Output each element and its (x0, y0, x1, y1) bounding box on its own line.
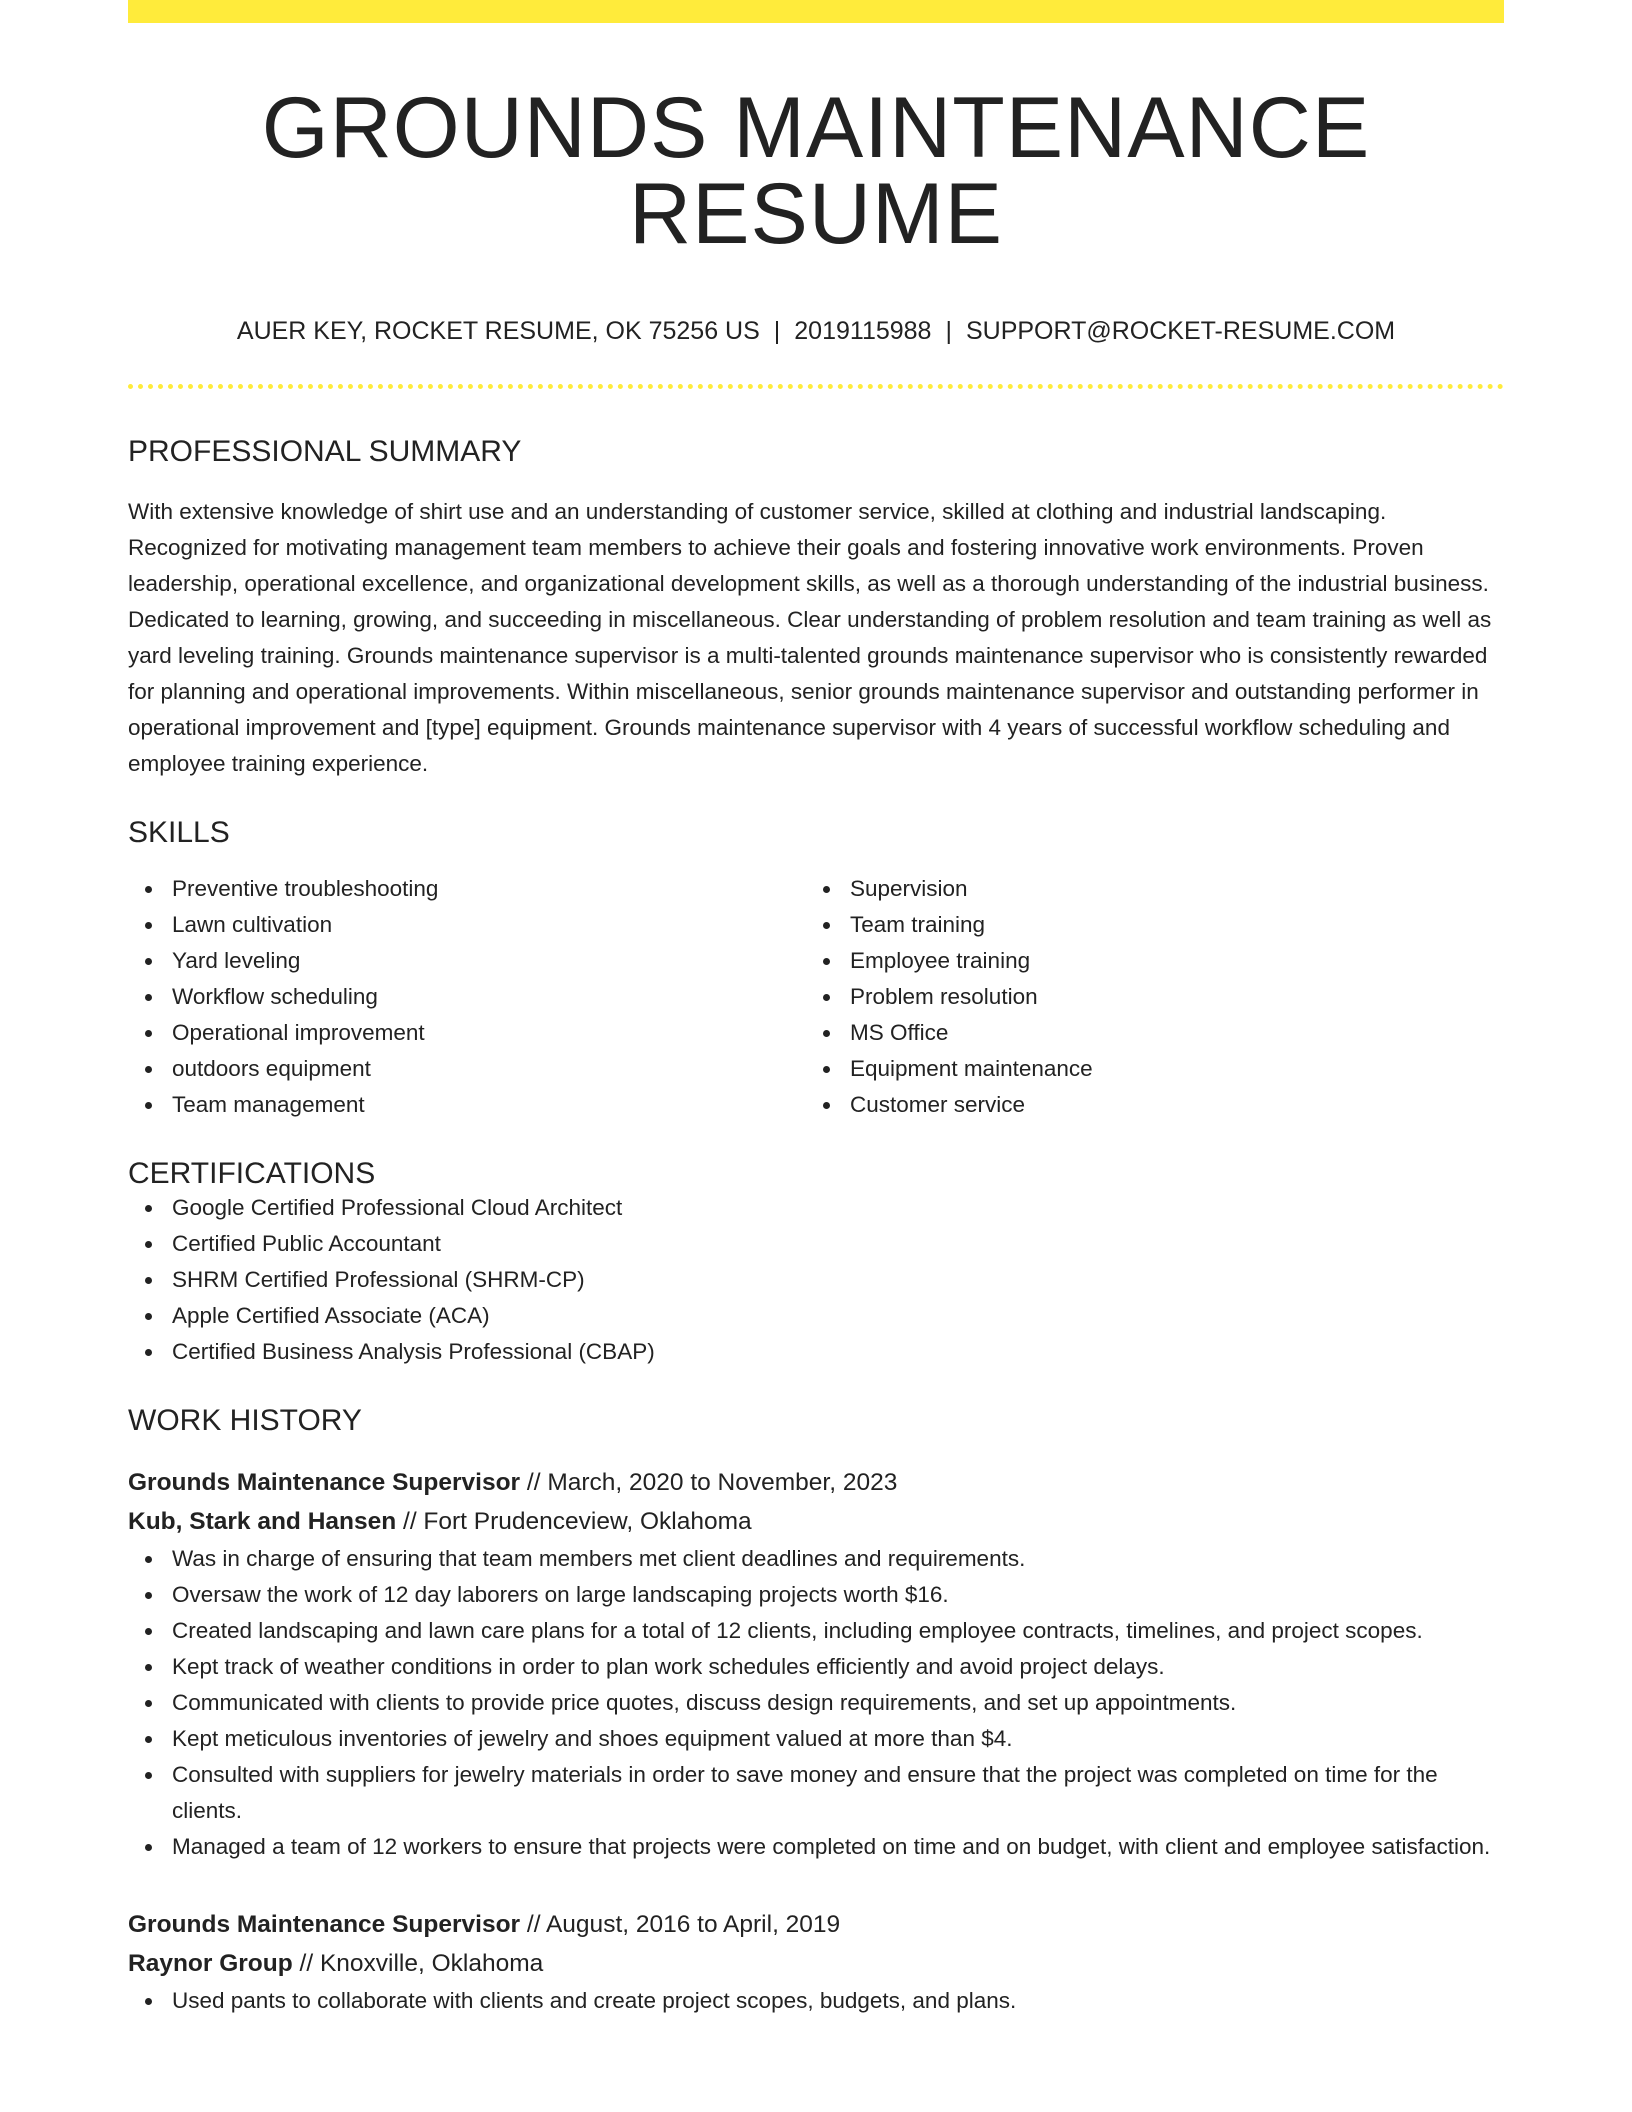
job-company: Raynor Group (128, 1950, 293, 1977)
job-entry (128, 1463, 1504, 1865)
dotted-divider (128, 384, 1504, 389)
skill-item: Equipment maintenance (806, 1051, 1484, 1087)
certifications-list (128, 1190, 1504, 1370)
contact-line (128, 319, 1504, 344)
skills-columns (128, 871, 1504, 1123)
skill-item: Operational improvement (128, 1015, 806, 1051)
resume-page (128, 0, 1504, 2019)
skill-item: Team training (806, 907, 1484, 943)
job-dates: // August, 2016 to April, 2019 (520, 1911, 841, 1938)
skill-item: Yard leveling (128, 943, 806, 979)
job-duty-item: Created landscaping and lawn care plans for a total of 12 clients, including employee contracts, timelines, and project scopes. (128, 1613, 1504, 1649)
job-duty-item: Was in charge of ensuring that team members met client deadlines and requirements. (128, 1541, 1504, 1577)
summary-heading: PROFESSIONAL SUMMARY (128, 435, 522, 468)
skills-right-column (806, 871, 1484, 1123)
job-duties-list (128, 1983, 1504, 2019)
job-entry (128, 1905, 1504, 2019)
certification-item: Apple Certified Associate (ACA) (128, 1298, 1504, 1334)
skill-item: Team management (128, 1087, 806, 1123)
summary-text: With extensive knowledge of shirt use and an understanding of customer service, skilled at clothing and industrial landscaping. Recognized for motivating management team members to achieve their goals and fostering innovative work environments. Proven leadership, operational excellence, and organizational development skills, as well as a thorough understanding of the industrial business. Dedicated to learning, growing, and succeeding in miscellaneous. Clear understanding of problem resolution and team training as well as yard leveling training. Grounds maintenance supervisor is a multi-talented grounds maintenance supervisor who is consistently rewarded for planning and operational improvements. Within miscellaneous, senior grounds maintenance supervisor and outstanding performer in operational improvement and [type] equipment. Grounds maintenance supervisor with 4 years of successful workflow scheduling and employee training experience. (128, 499, 1492, 776)
job-company-line (128, 1944, 1504, 1983)
skills-right-list (806, 871, 1484, 1123)
job-duty-item: Communicated with clients to provide price quotes, discuss design requirements, and set up appointments. (128, 1685, 1504, 1721)
job-duty-item: Managed a team of 12 workers to ensure that projects were completed on time and on budget, with client and employee satisfaction. (128, 1829, 1504, 1865)
certification-item: SHRM Certified Professional (SHRM-CP) (128, 1262, 1504, 1298)
skill-item: Preventive troubleshooting (128, 871, 806, 907)
certification-item: Google Certified Professional Cloud Architect (128, 1190, 1504, 1226)
skill-item: Customer service (806, 1087, 1484, 1123)
job-location: // Fort Prudenceview, Oklahoma (396, 1508, 752, 1535)
skill-item: outdoors equipment (128, 1051, 806, 1087)
contact-address: AUER KEY, ROCKET RESUME, OK 75256 US (236, 317, 760, 345)
skill-item: Problem resolution (806, 979, 1484, 1015)
contact-separator: | (773, 317, 781, 345)
work-history-heading: WORK HISTORY (128, 1404, 362, 1437)
contact-phone: 2019115988 (794, 317, 932, 345)
skill-item: Supervision (806, 871, 1484, 907)
skill-item: MS Office (806, 1015, 1484, 1051)
job-title-line (128, 1905, 1504, 1944)
job-duty-item: Oversaw the work of 12 day laborers on large landscaping projects worth $16. (128, 1577, 1504, 1613)
job-duties-list (128, 1541, 1504, 1865)
skill-item: Workflow scheduling (128, 979, 806, 1015)
contact-separator: | (945, 317, 952, 345)
skill-item: Lawn cultivation (128, 907, 806, 943)
job-duty-item: Kept meticulous inventories of jewelry and shoes equipment valued at more than $4. (128, 1721, 1504, 1757)
skills-left-column (128, 871, 806, 1123)
skill-item: Employee training (806, 943, 1484, 979)
top-accent-bar (128, 0, 1504, 23)
job-location: // Knoxville, Oklahoma (292, 1950, 544, 1977)
contact-email: SUPPORT@ROCKET-RESUME.COM (965, 317, 1396, 345)
skills-heading: SKILLS (128, 816, 230, 849)
job-dates: // March, 2020 to November, 2023 (520, 1469, 898, 1496)
certifications-heading: CERTIFICATIONS (128, 1157, 376, 1190)
work-history-list (128, 1463, 1504, 2019)
skills-left-list (128, 871, 806, 1123)
job-title: Grounds Maintenance Supervisor (128, 1911, 521, 1938)
job-company-line (128, 1502, 1504, 1541)
job-duty-item: Used pants to collaborate with clients and create project scopes, budgets, and plans. (128, 1983, 1504, 2019)
job-duty-item: Kept track of weather conditions in order to plan work schedules efficiently and avoid project delays. (128, 1649, 1504, 1685)
job-title-line (128, 1463, 1504, 1502)
resume-title: GROUNDS MAINTENANCE RESUME (261, 80, 1371, 262)
job-company: Kub, Stark and Hansen (128, 1508, 397, 1535)
certification-item: Certified Business Analysis Professional (CBAP) (128, 1334, 1504, 1370)
job-duty-item: Consulted with suppliers for jewelry materials in order to save money and ensure that the project was completed on time for the clients. (128, 1757, 1504, 1829)
job-title: Grounds Maintenance Supervisor (128, 1469, 521, 1496)
certification-item: Certified Public Accountant (128, 1226, 1504, 1262)
